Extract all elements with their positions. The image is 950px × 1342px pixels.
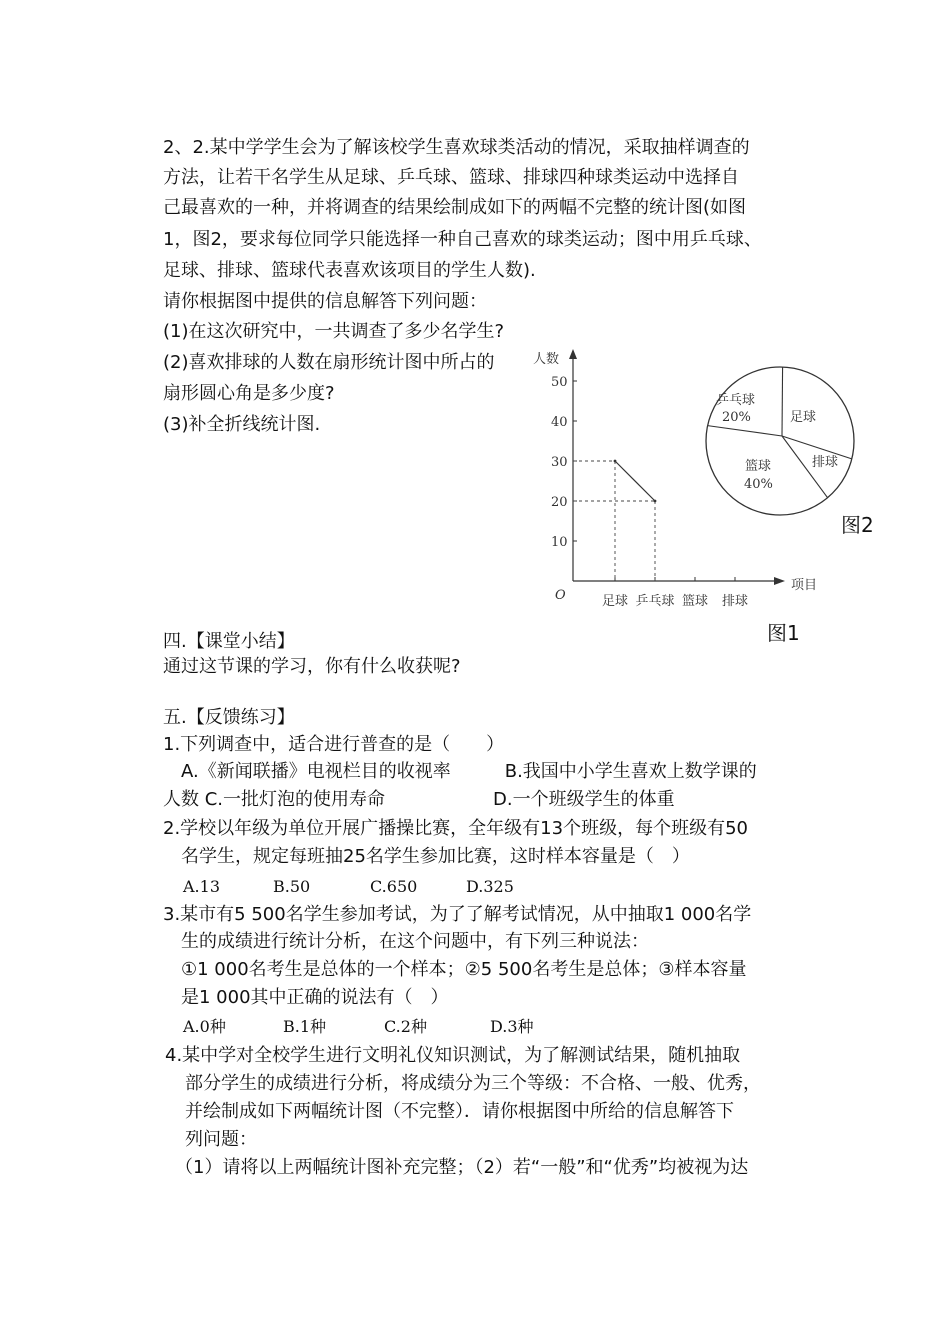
x-category-label: 排球: [721, 594, 749, 609]
problem2-line: 2、2.某中学学生会为了解该校学生喜欢球类活动的情况，采取抽样调查的: [163, 137, 750, 158]
pie-slice-label: 排球: [812, 455, 839, 470]
q4-stem: 4.某中学对全校学生进行文明礼仪知识测试，为了解测试结果，随机抽取: [165, 1045, 741, 1066]
q3-stem: 3.某市有5 500名学生参加考试，为了了解考试情况，从中抽取1 000名学: [163, 904, 752, 925]
y-tick-label: 10: [551, 535, 568, 550]
series-line: [615, 461, 655, 501]
pie-slice-value: 40%: [744, 477, 773, 492]
problem2-line: 1，图2，要求每位同学只能选择一种自己喜欢的球类运动；图中用乒乓球、: [163, 229, 762, 250]
pie-slice-label: 篮球: [745, 459, 772, 474]
y-tick-label: 30: [551, 455, 568, 470]
y-tick-label: 40: [551, 415, 568, 430]
q3-statements-cont: 是1 000其中正确的说法有（ ）: [181, 987, 449, 1008]
problem2-line: 请你根据图中提供的信息解答下列问题：: [163, 291, 487, 312]
problem2-line: 己最喜欢的一种，并将调查的结果绘制成如下的两幅不完整的统计图(如图: [163, 197, 747, 218]
y-axis-label: 人数: [533, 352, 560, 367]
section5-heading: 五.【反馈练习】: [163, 707, 295, 728]
pie-slice-label: 乒乓球: [716, 393, 756, 408]
origin-label: O: [555, 588, 566, 603]
q2-option-a: A.13: [183, 877, 220, 896]
x-category-label: 乒乓球: [635, 594, 675, 609]
section4-text: 通过这节课的学习，你有什么收获呢?: [163, 656, 461, 677]
problem2-question-1: (1)在这次研究中，一共调查了多少名学生?: [163, 321, 505, 342]
x-axis-label: 项目: [791, 578, 818, 593]
q2-option-c: C.650: [370, 877, 418, 896]
x-category-label: 篮球: [681, 594, 709, 609]
q2-stem: 2.学校以年级为单位开展广播操比赛，全年级有13个班级，每个班级有50: [163, 818, 748, 839]
pie-slice-label: 足球: [790, 410, 817, 425]
q4-subquestions: （1）请将以上两幅统计图补充完整；（2）若“一般”和“优秀”均被视为达: [175, 1157, 749, 1178]
pie-slice-boundary: [708, 426, 782, 436]
q1-options: A.《新闻联播》电视栏目的收视率 B.我国中小学生喜欢上数学课的: [181, 761, 757, 782]
q1-stem: 1.下列调查中，适合进行普查的是（ ）: [163, 734, 505, 755]
q1-options-cont: 人数 C.一批灯泡的使用寿命 D.一个班级学生的体重: [163, 789, 675, 810]
figure-1-caption: 图1: [767, 621, 800, 645]
x-category-label: 足球: [601, 594, 629, 609]
pie-chart: [702, 364, 862, 524]
q3-option-d: D.3种: [490, 1017, 534, 1036]
y-axis-arrow: [569, 349, 577, 359]
section4-heading: 四.【课堂小结】: [163, 631, 295, 652]
problem2-line: 方法，让若干名学生从足球、乒乓球、篮球、排球四种球类运动中选择自: [163, 167, 739, 188]
q4-stem-cont: 并绘制成如下两幅统计图（不完整）．请你根据图中所给的信息解答下: [185, 1101, 734, 1122]
pie-outline: [706, 367, 854, 515]
pie-slice-boundary: [782, 367, 783, 436]
x-axis-arrow: [774, 577, 785, 585]
q3-option-c: C.2种: [384, 1017, 427, 1036]
figure-2-caption: 图2: [841, 513, 874, 537]
q2-option-d: D.325: [466, 877, 514, 896]
q4-stem-cont: 部分学生的成绩进行分析，将成绩分为三个等级：不合格、一般、优秀，: [185, 1073, 761, 1094]
pie-slice-value: 20%: [722, 410, 751, 425]
q3-option-a: A.0种: [183, 1017, 226, 1036]
q2-option-b: B.50: [273, 877, 311, 896]
problem2-question-2-cont: 扇形圆心角是多少度?: [163, 383, 335, 404]
q3-option-b: B.1种: [283, 1017, 327, 1036]
y-tick-label: 50: [551, 375, 568, 390]
y-tick-label: 20: [551, 495, 568, 510]
problem2-line: 足球、排球、篮球代表喜欢该项目的学生人数).: [163, 260, 536, 281]
q2-stem-cont: 名学生，规定每班抽25名学生参加比赛，这时样本容量是（ ）: [181, 846, 690, 867]
problem2-question-3: (3)补全折线统计图.: [163, 414, 321, 435]
problem2-question-2: (2)喜欢排球的人数在扇形统计图中所占的: [163, 352, 495, 373]
q3-stem-cont: 生的成绩进行统计分析，在这个问题中，有下列三种说法：: [181, 931, 649, 952]
q4-stem-cont: 列问题：: [185, 1129, 257, 1150]
q3-statements: ①1 000名考生是总体的一个样本；②5 500名考生是总体；③样本容量: [181, 959, 747, 980]
